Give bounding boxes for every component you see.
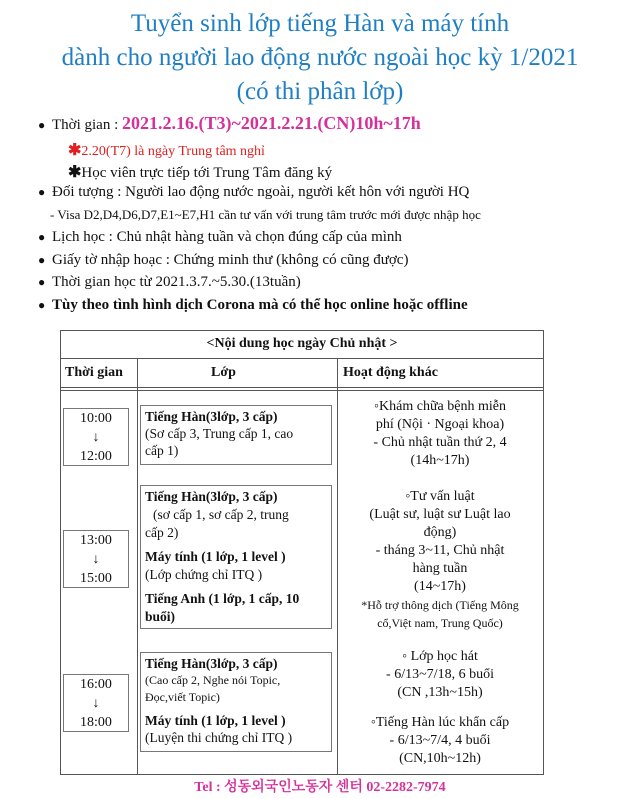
bullet-icon: ● <box>38 185 46 199</box>
class-title: Máy tính (1 lớp, 1 level ) <box>145 713 286 728</box>
arrow-down-icon: ↓ <box>92 552 100 567</box>
class-title: Tiếng Hàn(3lớp, 3 cấp) <box>145 409 278 424</box>
activity-line: - tháng 3~11, Chủ nhật <box>375 543 505 558</box>
class-detail: cấp 2) <box>145 525 179 540</box>
title-line-3: (có thi phân lớp) <box>236 78 404 105</box>
activity-emergency-korean <box>340 714 540 768</box>
class-detail: (Luyện thi chứng chỉ ITQ ) <box>145 730 293 745</box>
schedule-text: Lịch học : Chủ nhật hàng tuần và chọn đúng cấp của mình <box>52 229 402 245</box>
slot-start: 13:00 <box>80 533 112 548</box>
class-detail: cấp 1) <box>145 443 179 458</box>
activity-line: *Hỗ trợ thông dịch (Tiếng Mông <box>361 598 519 612</box>
arrow-down-icon: ↓ <box>92 430 100 445</box>
activity-legal <box>340 488 540 632</box>
info-target <box>38 184 469 201</box>
table-caption: <Nội dung học ngày Chủ nhật > <box>206 336 398 351</box>
class-title: Máy tính (1 lớp, 1 level ) <box>145 549 286 564</box>
activity-line: (14h~17h) <box>410 453 470 468</box>
activity-line: (CN ,13h~15h) <box>397 685 483 700</box>
header-activity: Hoạt động khác <box>343 365 438 380</box>
class-box-1 <box>140 405 332 465</box>
target-text: Đối tượng : Người lao động nước ngoài, người kết hôn với người HQ <box>52 184 470 200</box>
header-time: Thời gian <box>65 365 123 380</box>
info-documents <box>38 252 408 269</box>
activity-line: (Luật sư, luật sư Luật lao <box>369 507 511 522</box>
slot-end: 18:00 <box>80 715 112 730</box>
period-text: Thời gian học từ 2021.3.7.~5.30.(13tuần) <box>52 274 301 290</box>
info-corona <box>38 297 468 314</box>
footer-tel: Tel : 성동외국인노동자 센터 02-2282-7974 <box>194 780 446 795</box>
activity-line: cổ,Việt nam, Trung Quốc) <box>377 616 503 630</box>
title-line-2: dành cho người lao động nước ngoài học kỳ 1/2021 <box>61 44 579 71</box>
slot-start: 10:00 <box>80 411 112 426</box>
activity-line: ◦Tư vấn luật <box>405 489 475 504</box>
bullet-icon: ● <box>38 118 46 132</box>
class-detail: (Sơ cấp 3, Trung cấp 1, cao <box>145 426 294 441</box>
note-register <box>68 162 332 182</box>
bullet-icon: ● <box>38 298 46 312</box>
title-line-1: Tuyển sinh lớp tiếng Hàn và máy tính <box>130 10 510 37</box>
asterisk-icon: ✱ <box>68 142 82 159</box>
corona-text: Tùy theo tình hình dịch Corona mà có thể học online hoặc offline <box>52 297 468 313</box>
activity-line: (CN,10h~12h) <box>399 751 481 766</box>
arrow-down-icon: ↓ <box>92 696 100 711</box>
bullet-icon: ● <box>38 275 46 289</box>
activity-line: - 6/13~7/18, 6 buổi <box>386 667 494 682</box>
class-detail: (sơ cấp 1, sơ cấp 2, trung <box>153 507 289 522</box>
note-register-text: Học viên trực tiếp tới Trung Tâm đăng ký <box>81 165 333 181</box>
time-label: Thời gian : <box>52 117 123 133</box>
activity-line: hàng tuần <box>412 561 468 576</box>
header-class: Lớp <box>211 365 236 380</box>
bullet-icon: ● <box>38 253 46 267</box>
class-detail: (Lớp chứng chỉ ITQ ) <box>145 567 263 582</box>
note-holiday <box>68 140 265 160</box>
slot-end: 15:00 <box>80 571 112 586</box>
activity-line: - 6/13~7/4, 4 buổi <box>389 733 491 748</box>
time-slot-3 <box>63 674 129 732</box>
class-box-3 <box>140 652 332 752</box>
documents-text: Giấy tờ nhập hoạc : Chứng minh thư (không có cũng được) <box>52 252 409 268</box>
activity-line: phí (Nội · Ngoại khoa) <box>375 417 505 432</box>
activity-line: ◦Tiếng Hàn lúc khẩn cấp <box>370 715 510 730</box>
class-title: Tiếng Anh (1 lớp, 1 cấp, 10 <box>145 591 300 606</box>
slot-start: 16:00 <box>80 677 112 692</box>
info-schedule <box>38 229 402 246</box>
class-box-2 <box>140 485 332 629</box>
class-title: Tiếng Hàn(3lớp, 3 cấp) <box>145 656 278 671</box>
activity-line: ◦ Lớp học hát <box>402 649 478 664</box>
activity-line: - Chủ nhật tuần thứ 2, 4 <box>373 435 507 450</box>
slot-end: 12:00 <box>80 449 112 464</box>
activity-line: (14~17h) <box>414 579 466 594</box>
class-detail: (Cao cấp 2, Nghe nói Topic, <box>145 673 281 687</box>
activity-line: động) <box>423 525 457 540</box>
class-detail: Đọc,viết Topic) <box>145 690 220 704</box>
info-time <box>38 113 421 134</box>
info-period <box>38 274 301 291</box>
activity-singing <box>340 648 540 702</box>
info-visa: - Visa D2,D4,D6,D7,E1~E7,H1 cần tư vấn với trung tâm trước mới được nhập học <box>50 207 481 222</box>
time-value: 2021.2.16.(T3)~2021.2.21.(CN)10h~17h <box>122 113 421 133</box>
class-title: buổi) <box>145 609 176 624</box>
bullet-icon: ● <box>38 230 46 244</box>
note-holiday-text: 2.20(T7) là ngày Trung tâm nghỉ <box>81 144 265 159</box>
time-slot-2 <box>63 530 129 588</box>
activity-medical <box>340 398 540 470</box>
asterisk-icon: ✱ <box>68 164 82 181</box>
class-title: Tiếng Hàn(3lớp, 3 cấp) <box>145 489 278 504</box>
time-slot-1 <box>63 408 129 466</box>
activity-line: ◦Khám chữa bệnh miễn <box>374 399 506 414</box>
